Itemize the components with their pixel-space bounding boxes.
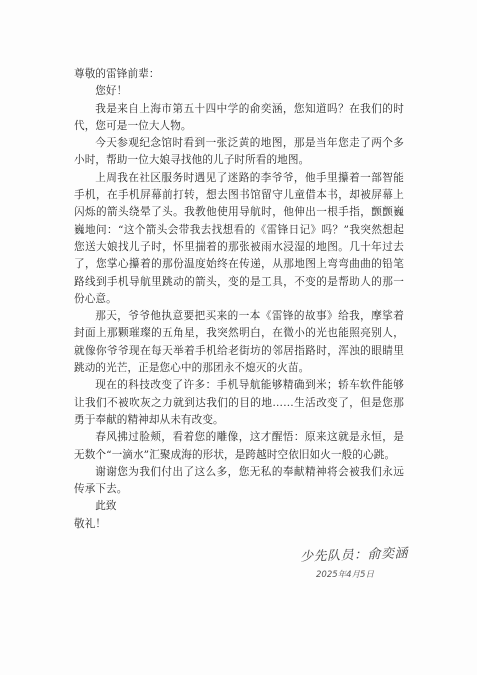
handwritten-signature (300, 544, 430, 588)
letter-paragraph: 那天，爷爷他执意要把买来的一本《雷锋的故事》给我，摩挲着封面上那颗璀璨的五角星，我突然明白，在微小的光也能照亮别人，就像你爷爷现在每天举着手机给老街坊的邻居指路时，浑浊的眼睛里跳动的光芒，正是您心中的那团永不熄灭的火苗。 (74, 310, 404, 375)
letter-greeting: 您好！ (95, 85, 128, 98)
letter-paragraph: 我是来自上海市第五十四中学的俞奕涵，您知道吗？在我们的时代，您可是一位大人物。 (74, 102, 404, 132)
letter-paragraph: 今天参观纪念馆时看到一张泛黄的地图，那是当年您走了两个多小时，帮助一位大娘寻找他的儿子时所看的地图。 (74, 137, 404, 167)
letter-paragraph: 上周我在社区服务时遇见了迷路的李爷爷，他手里攥着一部智能手机，在手机屏幕前打转，想去图书馆留守儿童借本书，却被屏幕上闪烁的箭头绕晕了头。我教他使用导航时，他伸出一根手指，颤颤巍巍地问：“这个箭头会带我去找想看的《雷锋日记》吗？”我突然想起您送大娘找儿子时，怀里揣着的那张被雨水浸湿的地图。几十年过去了，您掌心攥着的那份温度始终在传递，从那地图上弯弯曲曲的铅笔路线到手机导航里跳动的箭头，变的是工具，不变的是帮助人的那一份心意。 (74, 171, 404, 305)
signature-name: 少先队员：俞奕涵 (299, 546, 409, 565)
letter-paragraph: 现在的科技改变了许多：手机导航能够精确到米；轿车软件能够让我们不被吹灰之力就到达我们的目的地……生活改变了，但是您那勇于奉献的精神却从未有改变。 (74, 379, 404, 426)
letter-paragraph: 谢谢您为我们付出了这么多，您无私的奉献精神将会被我们永远传承下去。 (74, 465, 404, 496)
signature-date: 2025年4月5日 (316, 570, 374, 580)
letter-salutation: 尊敬的雷锋前辈： (74, 68, 160, 80)
letter-closing-1: 此致 (95, 500, 117, 513)
letter-closing-2: 敬礼！ (74, 517, 107, 530)
letter-paragraph: 春风拂过脸颊，看着您的雕像，这才醒悟：原来这就是永恒，是无数个“一滴水”汇聚成海的形状，是跨越时空依旧如火一般的心跳。 (74, 431, 404, 461)
letter-body (74, 66, 404, 533)
